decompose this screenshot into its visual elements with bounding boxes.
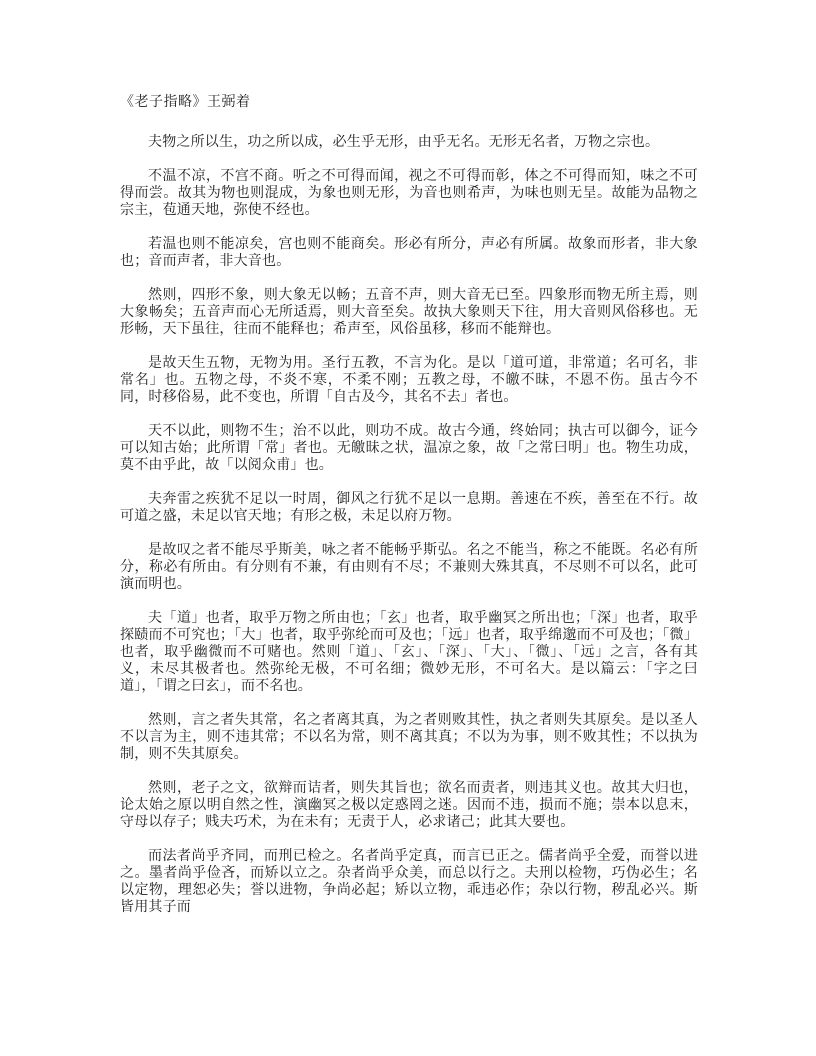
paragraph: 不温不凉，不宫不商。听之不可得而闻，视之不可得而彰，体之不可得而知，味之不可得而尝。故其为物也则混成，为象也则无形，为音也则希声，为味也则无呈。故能为品物之宗主，苞通天地，弥使不经也。 [120,169,698,218]
paragraph: 是故叹之者不能尽乎斯美，咏之者不能畅乎斯弘。名之不能当，称之不能既。名必有所分，称必有所由。有分则有不兼，有由则有不尽；不兼则大殊其真，不尽则不可以名，此可演而明也。 [120,543,698,592]
paragraph: 夫「道」也者，取乎万物之所由也；「玄」也者，取乎幽冥之所出也；「深」也者，取乎探赜而不可究也；「大」也者，取乎弥纶而可及也；「远」也者，取乎绵邈而不可及也；「微」也者，取乎幽微而不可赌也。然则「道」、「玄」、「深」、「大」、「微」、「远」之言，各有其义，未尽其极者也。然弥纶无极，不可名细；微妙无形，不可名大。是以篇云：「字之曰道」，「谓之曰玄」，而不名也。 [120,611,698,694]
paragraph: 夫奔雷之疾犹不足以一时周，御风之行犹不足以一息期。善速在不疾，善至在不行。故可道之盛，未足以官天地；有形之极，未足以府万物。 [120,492,698,524]
paragraph: 然则，言之者失其常，名之者离其真，为之者则败其性，执之者则失其原矣。是以圣人不以言为主，则不违其常；不以名为常，则不离其真；不以为为事，则不败其性；不以执为制，则不失其原矣。 [120,713,698,762]
paragraph: 夫物之所以生，功之所以成，必生乎无形，由乎无名。无形无名者，万物之宗也。 [148,135,660,150]
paragraph: 是故天生五物，无物为用。圣行五教，不言为化。是以「道可道，非常道；名可名，非常名」也。五物之母，不炎不寒，不柔不刚；五教之母，不皦不昧，不恩不伤。虽古今不同，时移俗易，此不变也，所谓「自古及今，其名不去」者也。 [120,356,698,405]
document-body [120,134,698,916]
paragraph: 然则，四形不象，则大象无以畅；五音不声，则大音无已至。四象形而物无所主焉，则大象畅矣；五音声而心无所适焉，则大音至矣。故执大象则天下往，用大音则风俗移也。无形畅，天下虽往，往而不能释也；希声至，风俗虽移，移而不能辩也。 [120,288,698,337]
paragraph: 而法者尚乎齐同，而刑已检之。名者尚乎定真，而言已正之。儒者尚乎全爱，而誉以进之。墨者尚乎俭吝，而矫以立之。杂者尚乎众美，而总以行之。夫刑以检物，巧伪必生；名以定物，理恕必失；誉以进物，争尚必起；矫以立物，乖违必作；杂以行物，秽乱必兴。斯皆用其子而 [120,849,698,915]
paragraph: 然则，老子之文，欲辩而诘者，则失其旨也；欲名而责者，则违其义也。故其大归也，论太始之原以明自然之性，演幽冥之极以定惑罔之迷。因而不违，损而不施；崇本以息末，守母以存子；贱夫巧术，为在未有；无责于人，必求诸己；此其大要也。 [120,781,698,830]
paragraph: 若温也则不能凉矣，宫也则不能商矣。形必有所分，声必有所属。故象而形者，非大象也；音而声者，非大音也。 [120,237,698,269]
paragraph: 天不以此，则物不生；治不以此，则功不成。故古今通，终始同；执古可以御今，证今可以知古始；此所谓「常」者也。无皦昧之状，温凉之象，故「之常曰明」也。物生功成，莫不由乎此，故「以阅众甫」也。 [120,424,698,473]
document-title: 《老子指略》王弼着 [120,95,251,110]
